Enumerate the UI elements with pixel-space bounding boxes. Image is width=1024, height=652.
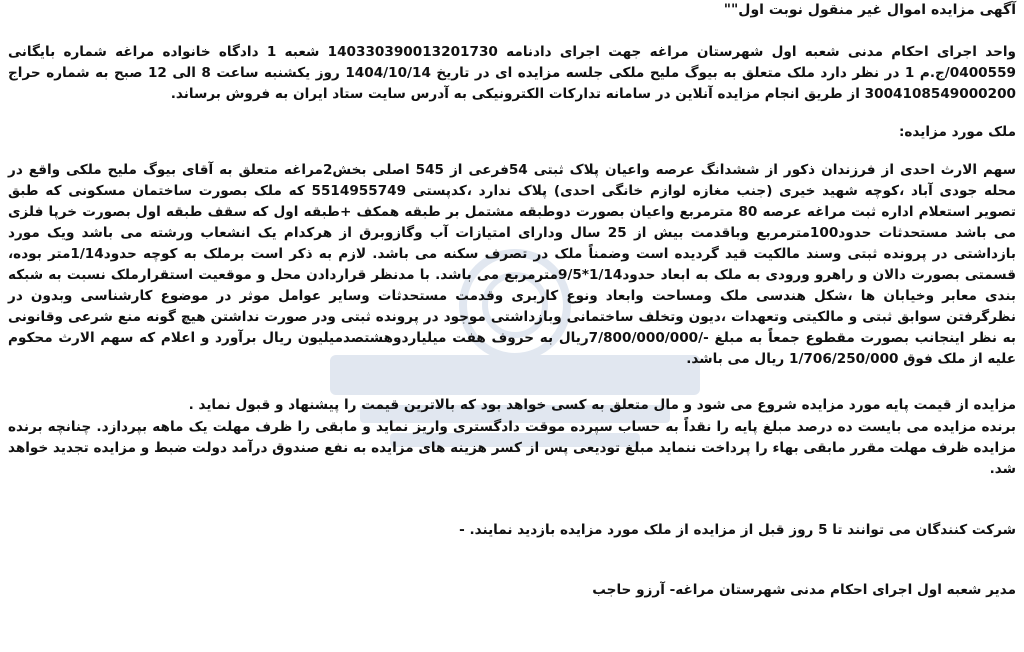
notice-title: آگهی مزایده اموال غیر منقول نوبت اول"" (723, 2, 1016, 18)
winner-rule-paragraph: برنده مزایده می بایست ده درصد مبلغ پایه را نقداً به حساب سپرده موقت دادگستری واریز نماید و مابقی را ظرف مهلت یک ماهه بپردازد. چنانچه برنده مزایده ظرف مهلت مقرر مابقی بهاء را پرداخت ننماید مبلغ تودیعی پس از کسر هزینه های مزایده به نفع صندوق درآمد دولت ضبط و مزایده تجدید خواهد شد. (8, 419, 1016, 477)
notice-intro-paragraph: واحد اجرای احکام مدنی شعبه اول شهرستان مراغه جهت اجرای دادنامه 140330390013201730 شعبه 1 دادگاه خانواده مراغه شماره بایگانی 0400559/ج.م 1 در نظر دارد ملک متعلق به بیوگ ملیح ملکی جلسه مزایده ای در تاریخ 1404/10/14 روز یکشنبه ساعت 8 الی 12 صبح به شماره حراج 3004108549000200 از طریق انجام مزایده آنلاین در سامانه تدارکات الکترونیکی به آدرس سایت ستاد ایران به فروش برساند. (8, 44, 1016, 102)
auction-rule-paragraph: مزایده از قیمت پایه مورد مزایده شروع می شود و مال متعلق به کسی خواهد بود که بالاترین قیمت را پیشنهاد و قبول نماید . (188, 397, 1016, 413)
signature-line: مدیر شعبه اول اجرای احکام مدنی شهرستان مراغه- آرزو حاجب (592, 582, 1016, 598)
property-heading: ملک مورد مزایده: (898, 124, 1016, 140)
property-description-paragraph: سهم الارث احدی از فرزندان ذکور از ششدانگ عرصه واعیان پلاک ثبتی 54فرعی از 545 اصلی بخش2مراغه متعلق به آقای بیوگ ملیح ملکی واقع در محله جودی آباد ،کوچه شهید خیری (جنب مغازه لوازم خانگی احدی) پلاک ندارد ،کدپستی 5514955749 که ملک بصورت ساختمان مسکونی که طبق تصویر استعلام اداره ثبت مراغه عرصه 80 مترمربع واعیان بصورت دوطبقه مشتمل بر طبقه همکف +طبقه اول که سقف طبقه اول بصورت خرپا فلزی می باشد مستحدثات حدود100مترمربع وباقدمت بیش از 25 سال ودارای امتیازات آب وگازوبرق از هرکدام یک انشعاب ورشته می باشد ویک مورد بازداشتی در پرونده ثبتی وسند مالکیت قید گردیده است وضمناً ملک در تصرف سکنه می باشد. لازم به ذکر است برملک به کوچه حدود1/14متر بوده، قسمتی بصورت دالان و راهرو ورودی به ملک به ابعاد حدود1/14*9/5مترمربع می باشد. با مدنظر قراردادن محل و موقعیت استقرارملک نسبت به شبکه بندی معابر وخیابان ها ،شکل هندسی ملک ومساحت وابعاد ونوع کاربری وقدمت مستحدثات وسایر عوامل موثر در موضوع کارشناسی وبدون در نظرگرفتن سوابق ثبتی و مالکیتی وتعهدات ،دیون وتخلف ساختمانی وبازداشتی موجود در پرونده ثبتی ودر صورت نداشتن هیچ گونه منع شرعی وقانونی به نظر اینجانب بصورت مقطوع جمعاً به مبلغ -/7/800/000/000ریال به حروف هفت میلیاردوهشتصدمیلیون ریال برآورد و اعلام که سهم الارث محکوم علیه از ملک فوق 1/706/250/000 ریال می باشد. (8, 162, 1017, 367)
visit-note-paragraph: شرکت کنندگان می توانند تا 5 روز قبل از مزایده از ملک مورد مزایده بازدید نمایند. - (459, 522, 1016, 538)
